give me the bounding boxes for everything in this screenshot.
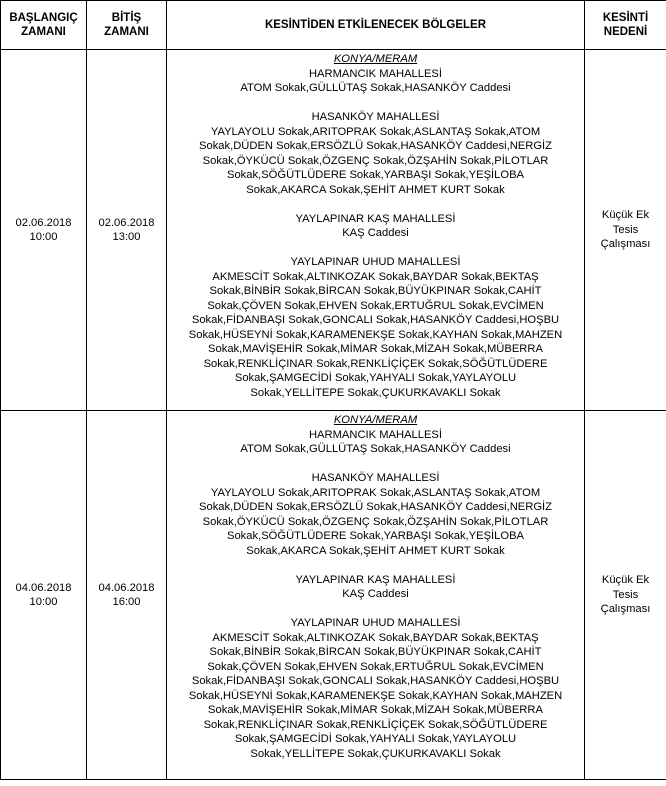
street-line: Sokak,RENKLİÇINAR Sokak,RENKLİÇİÇEK Sokak,SÖĞÜTLÜDERE — [203, 718, 548, 731]
district-name: KONYA/MERAM — [333, 414, 418, 426]
street-line: YAYLAYOLU Sokak,ARITOPRAK Sokak,ASLANTAŞ Sokak,ATOM — [210, 125, 541, 138]
street-line: Sokak,ÖYKÜCÜ Sokak,ÖZGENÇ Sokak,ÖZŞAHİN Sokak,PİLOTLAR — [202, 154, 549, 167]
end-time: 16:00 — [112, 596, 141, 608]
header-reason — [585, 1, 666, 50]
neighborhood-name: HASANKÖY MAHALLESİ — [311, 472, 440, 484]
reason-line-2: Tesis — [612, 588, 639, 601]
street-line: Sokak,FİDANBAŞI Sokak,GONCALI Sokak,HASANKÖY Caddesi,HOŞBU — [191, 675, 560, 687]
table-row — [1, 50, 666, 411]
street-line: Sokak,HÜSEYNİ Sokak,KARAMENEKŞE Sokak,KAYHAN Sokak,MAHZEN — [188, 689, 563, 702]
start-date: 04.06.2018 — [15, 581, 72, 594]
street-line: Sokak,MAVİŞEHİR Sokak,MİMAR Sokak,MİZAH Sokak,MÜBERRA — [208, 343, 543, 355]
district-name: KONYA/MERAM — [333, 53, 418, 65]
street-line: Sokak,SÖĞÜTLÜDERE Sokak,YARBAŞI Sokak,YEŞİLOBA — [227, 530, 524, 542]
header-row — [1, 1, 666, 50]
header-reason-line-1: KESİNTİ — [602, 12, 649, 24]
header-reason-line-2: NEDENİ — [603, 26, 648, 38]
neighborhood-name: HASANKÖY MAHALLESİ — [311, 111, 440, 123]
street-line: AKMESCİT Sokak,ALTINKOZAK Sokak,BAYDAR Sokak,BEKTAŞ — [212, 270, 539, 283]
reason-line-1: Küçük Ek — [601, 574, 650, 587]
header-start-line-1: BAŞLANGIÇ — [9, 12, 78, 24]
street-line: Sokak,ÖYKÜCÜ Sokak,ÖZGENÇ Sokak,ÖZŞAHİN Sokak,PİLOTLAR — [202, 515, 549, 528]
header-end-line-2: ZAMANI — [104, 26, 149, 38]
end-date: 02.06.2018 — [98, 216, 155, 229]
street-line: AKMESCİT Sokak,ALTINKOZAK Sokak,BAYDAR Sokak,BEKTAŞ — [212, 631, 539, 644]
start-cell — [1, 411, 87, 780]
street-line: Sokak,AKARCA Sokak,ŞEHİT AHMET KURT Sokak — [246, 544, 505, 557]
street-line: KAŞ Caddesi — [342, 227, 409, 239]
street-line: Sokak,BİNBİR Sokak,BİRCAN Sokak,BÜYÜKPINAR Sokak,CAHİT — [209, 285, 542, 297]
reason-line-3: Çalışması — [600, 238, 651, 251]
header-end-line-1: BİTİŞ — [111, 12, 142, 24]
end-date: 04.06.2018 — [98, 581, 155, 594]
start-cell — [1, 50, 87, 411]
reason-cell — [585, 50, 666, 411]
end-cell — [87, 411, 167, 780]
start-time: 10:00 — [29, 596, 58, 608]
regions-cell — [167, 50, 585, 411]
header-regions: KESİNTİDEN ETKİLENECEK BÖLGELER — [167, 1, 585, 50]
reason-line-1: Küçük Ek — [601, 209, 650, 222]
start-time: 10:00 — [29, 231, 58, 243]
header-start-time — [1, 1, 87, 50]
street-line: Sokak,DÜDEN Sokak,ERSÖZLÜ Sokak,HASANKÖY Caddesi,NERGİZ — [199, 501, 552, 513]
street-line: YAYLAYOLU Sokak,ARITOPRAK Sokak,ASLANTAŞ Sokak,ATOM — [210, 486, 541, 499]
street-line: Sokak,SÖĞÜTLÜDERE Sokak,YARBAŞI Sokak,YEŞİLOBA — [227, 169, 524, 181]
street-line: Sokak,DÜDEN Sokak,ERSÖZLÜ Sokak,HASANKÖY Caddesi,NERGİZ — [199, 140, 552, 152]
street-line: Sokak,AKARCA Sokak,ŞEHİT AHMET KURT Sokak — [246, 183, 505, 196]
street-line: Sokak,FİDANBAŞI Sokak,GONCALI Sokak,HASANKÖY Caddesi,HOŞBU — [191, 314, 560, 326]
neighborhood-name: YAYLAPINAR UHUD MAHALLESİ — [290, 256, 461, 268]
street-line: Sokak,ŞAMGECİDİ Sokak,YAHYALI Sokak,YAYLAYOLU — [234, 733, 517, 745]
start-date: 02.06.2018 — [15, 216, 72, 229]
street-line: Sokak,ÇÖVEN Sokak,EHVEN Sokak,ERTUĞRUL Sokak,EVCİMEN — [207, 660, 544, 673]
reason-line-3: Çalışması — [600, 603, 651, 616]
street-line: Sokak,MAVİŞEHİR Sokak,MİMAR Sokak,MİZAH Sokak,MÜBERRA — [208, 704, 543, 716]
neighborhood-name: HARMANCIK MAHALLESİ — [308, 67, 443, 80]
street-line: ATOM Sokak,GÜLLÜTAŞ Sokak,HASANKÖY Caddesi — [240, 82, 511, 94]
end-time: 13:00 — [112, 231, 141, 243]
regions-cell — [167, 411, 585, 780]
street-line: Sokak,YELLİTEPE Sokak,ÇUKURKAVAKLI Sokak — [250, 386, 501, 399]
table-row — [1, 411, 666, 780]
header-start-line-2: ZAMANI — [21, 26, 66, 38]
street-line: ATOM Sokak,GÜLLÜTAŞ Sokak,HASANKÖY Caddesi — [240, 443, 511, 455]
street-line: Sokak,HÜSEYNİ Sokak,KARAMENEKŞE Sokak,KAYHAN Sokak,MAHZEN — [188, 328, 563, 341]
street-line: Sokak,ŞAMGECİDİ Sokak,YAHYALI Sokak,YAYLAYOLU — [234, 372, 517, 384]
street-line: Sokak,YELLİTEPE Sokak,ÇUKURKAVAKLI Sokak — [250, 747, 501, 760]
reason-cell — [585, 411, 666, 780]
street-line: Sokak,RENKLİÇINAR Sokak,RENKLİÇİÇEK Sokak,SÖĞÜTLÜDERE — [203, 357, 548, 370]
neighborhood-name: YAYLAPINAR KAŞ MAHALLESİ — [295, 573, 456, 586]
street-line: Sokak,BİNBİR Sokak,BİRCAN Sokak,BÜYÜKPINAR Sokak,CAHİT — [209, 646, 542, 658]
reason-line-2: Tesis — [612, 223, 639, 236]
neighborhood-name: HARMANCIK MAHALLESİ — [308, 428, 443, 441]
neighborhood-name: YAYLAPINAR UHUD MAHALLESİ — [290, 617, 461, 629]
end-cell — [87, 50, 167, 411]
neighborhood-name: YAYLAPINAR KAŞ MAHALLESİ — [295, 212, 456, 225]
street-line: KAŞ Caddesi — [342, 588, 409, 600]
header-end-time — [87, 1, 167, 50]
street-line: Sokak,ÇÖVEN Sokak,EHVEN Sokak,ERTUĞRUL Sokak,EVCİMEN — [207, 299, 544, 312]
